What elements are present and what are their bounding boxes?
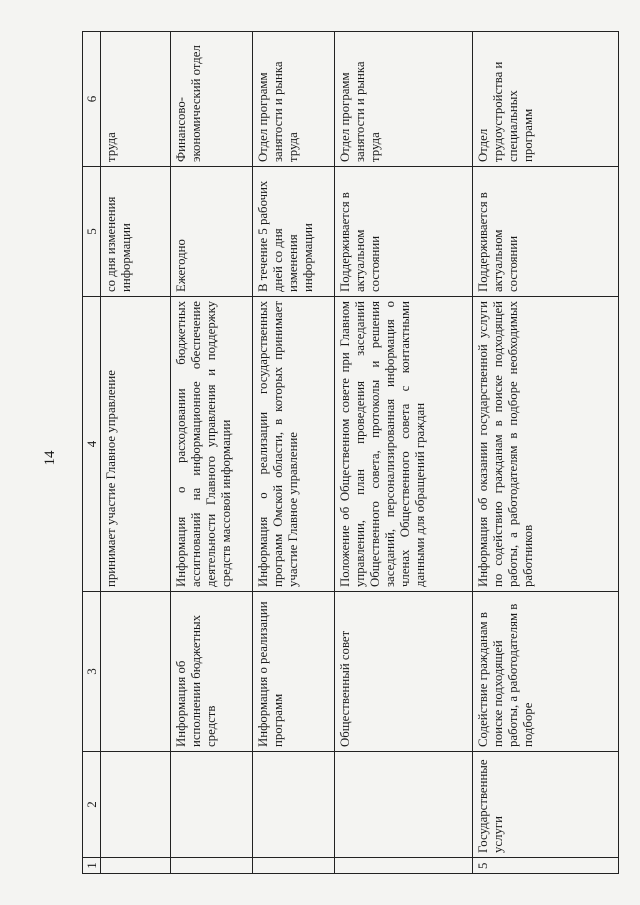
header-cell: 6 (83, 32, 101, 167)
table-cell: Финансово-экономический отдел (171, 32, 253, 167)
header-cell: 1 (83, 858, 101, 874)
header-cell: 4 (83, 297, 101, 592)
table-cell: Положение об Общественном совете при Главном управлении, план проведения заседаний Общественного совета, протоколы и решения заседаний, персонализированная информация о членах Общественного совета с контактными данными для обращений граждан (335, 297, 473, 592)
rotated-page-content (82, 32, 617, 874)
table-cell (335, 858, 473, 874)
table-cell: Общественный совет (335, 592, 473, 752)
table-cell (101, 752, 171, 858)
table-cell (171, 858, 253, 874)
table-cell: 5 (473, 858, 619, 874)
page-number: 14 (42, 450, 58, 466)
table-cell (253, 752, 335, 858)
table-cell: Информация об оказании государственной услуги по содействию гражданам в поиске подходящей работы, а работодателям в подборе необходимых работников (473, 297, 619, 592)
header-cell: 2 (83, 752, 101, 858)
table-cell: Отдел программ занятости и рынка труда (253, 32, 335, 167)
table-row (335, 32, 473, 874)
information-table (82, 31, 619, 874)
table-row (101, 32, 171, 874)
table-cell: Поддерживается в актуальном состоянии (473, 167, 619, 297)
table-cell: Отдел программ занятости и рынка труда (335, 32, 473, 167)
table-cell: принимает участие Главное управление (101, 297, 171, 592)
table-cell: В течение 5 рабочих дней со дня изменения информации (253, 167, 335, 297)
table-cell: Информация о реализации программ (253, 592, 335, 752)
table-cell: со дня изменения информации (101, 167, 171, 297)
table-cell (253, 858, 335, 874)
table-row (253, 32, 335, 874)
table-cell: Государственные услуги (473, 752, 619, 858)
table-cell: Информация об исполнении бюджетных средств (171, 592, 253, 752)
header-cell: 5 (83, 167, 101, 297)
table-cell: труда (101, 32, 171, 167)
table-cell: Поддерживается в актуальном состоянии (335, 167, 473, 297)
table-cell: Отдел трудоустройства и специальных программ (473, 32, 619, 167)
table-cell (171, 752, 253, 858)
header-cell: 3 (83, 592, 101, 752)
table-row (473, 32, 619, 874)
table-row (171, 32, 253, 874)
table-header-row (83, 32, 101, 874)
table-cell: Содействие гражданам в поиске подходящей работы, а работодателям в подборе (473, 592, 619, 752)
table-cell: Информация о расходовании бюджетных ассигнований на информационное обеспечение деятельности Главного управления и поддержку средств массовой информации (171, 297, 253, 592)
table-cell (335, 752, 473, 858)
table-cell (101, 592, 171, 752)
table-cell: Ежегодно (171, 167, 253, 297)
table-cell (101, 858, 171, 874)
table-cell: Информация о реализации государственных программ Омской области, в которых принимает участие Главное управление (253, 297, 335, 592)
